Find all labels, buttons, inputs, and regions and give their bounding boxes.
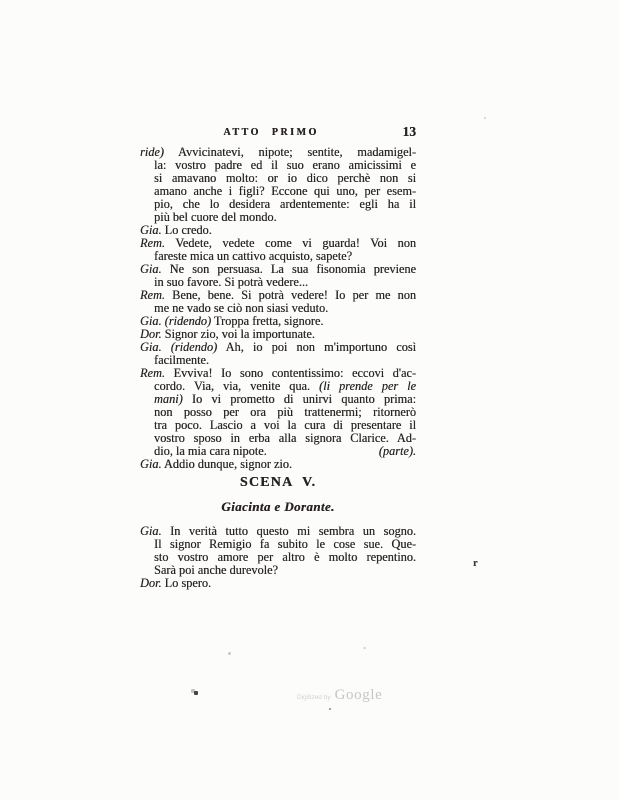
body-text: Troppa fretta, signore.: [211, 314, 324, 328]
italic-text: Gia.: [140, 457, 162, 471]
text-line: [140, 577, 416, 590]
body-text: amano anche i figli? Eccone qui uno, per esem-: [154, 184, 416, 198]
body-text: Ne son persuasa. La sua fisonomia previene: [161, 262, 416, 276]
body-text: Evviva! Io sono contentissimo: eccovi d'ac-: [164, 366, 416, 380]
italic-text: Gia.: [140, 223, 162, 237]
italic-text: Gia.: [140, 262, 162, 276]
body-text: cordo. Via, via, venite qua.: [154, 379, 320, 393]
page-number: 13: [402, 124, 416, 139]
italic-text: Dor.: [140, 327, 162, 341]
speech-paragraph: [140, 577, 416, 590]
italic-text: (parte).: [378, 444, 416, 458]
italic-text: Gia.: [140, 314, 162, 328]
scan-speck: [363, 647, 366, 649]
body-text: sto vostro amore per altro è molto repentino.: [154, 550, 416, 564]
scan-speck: [228, 652, 231, 655]
body-text: Addio dunque, signor zio.: [161, 457, 293, 471]
speech-paragraph: [140, 458, 416, 471]
italic-text: (ridendo): [164, 314, 212, 328]
body-text: la: vostro padre ed il suo erano amicissimi e: [154, 158, 416, 172]
body-text: pio, che lo desidera ardentemente: egli ha il: [154, 197, 416, 211]
body-text: Bene, bene. Si potrà vedere! Io per me non: [164, 288, 416, 302]
italic-text: Gia.: [140, 524, 162, 538]
text-line: [140, 458, 416, 471]
body-text: Lo credo.: [161, 223, 212, 237]
body-text: Signor zio, voi la importunate.: [161, 327, 315, 341]
italic-text: Rem.: [140, 236, 165, 250]
body-text: in suo favore. Si potrà vedere...: [154, 275, 309, 289]
running-title: ATTO PRIMO: [223, 127, 319, 138]
body-text: facilmente.: [154, 353, 209, 367]
italic-text: Rem.: [140, 288, 165, 302]
body-text: si amavano molto: or io dico perchè non si: [154, 171, 416, 185]
google-logo: Google: [334, 687, 383, 703]
speech-paragraph: [140, 237, 416, 263]
scene-dialogue: [140, 525, 416, 590]
body-text: Avvicinatevi, nipote; sentite, madamigel-: [163, 145, 416, 159]
italic-text: Gia.: [140, 340, 162, 354]
text-column: [140, 124, 416, 590]
dialogue-continuation: [140, 146, 416, 471]
body-text: [162, 340, 171, 354]
body-text: Sarà poi anche durevole?: [154, 563, 278, 577]
italic-text: (li prende per le: [319, 379, 416, 393]
google-watermark: [297, 687, 382, 704]
italic-text: (ridendo): [170, 340, 218, 354]
italic-text: Rem.: [140, 366, 165, 380]
italic-text: mani): [154, 392, 183, 406]
body-text: non posso per ora più trattenermi; ritornerò: [154, 405, 416, 419]
body-text: Il signor Remigio fa subito le cose sue. Que-: [154, 537, 416, 551]
body-text: tra poco. Lascio a voi la cura di presentare il: [154, 418, 416, 432]
scan-speck: [484, 117, 486, 119]
scene-subtitle: Giacinta e Dorante.: [221, 499, 335, 514]
speech-paragraph: [140, 146, 416, 224]
body-text: me ne vado se ciò non siasi veduto.: [154, 301, 329, 315]
page-header: [140, 124, 416, 142]
body-text: Lo spero.: [161, 576, 212, 590]
speech-paragraph: [140, 525, 416, 577]
speech-paragraph: [140, 289, 416, 315]
italic-text: Dor.: [140, 576, 162, 590]
speech-paragraph: [140, 367, 416, 458]
body-text: Vedete, vedete come vi guarda! Voi non: [164, 236, 416, 250]
body-text: dio, la mia cara nipote.: [154, 444, 267, 458]
scan-speck: [329, 708, 331, 710]
digitized-by-label: Digitized by: [297, 694, 331, 701]
scan-artifact-glyph: r: [473, 558, 478, 569]
body-text: più bel cuore del mondo.: [154, 210, 277, 224]
speech-paragraph: [140, 341, 416, 367]
scan-speck: [194, 691, 198, 695]
body-text: vostro sposo in erba alla signora Clarice. Ad-: [154, 431, 416, 445]
italic-text: ride): [140, 145, 164, 159]
body-text: Io vi prometto di unirvi quanto prima:: [182, 392, 416, 406]
scene-heading: SCENA V.: [239, 475, 317, 490]
speech-paragraph: [140, 263, 416, 289]
body-text: Ah, io poi non m'importuno così: [217, 340, 416, 354]
body-text: fareste mica un cattivo acquisto, sapete?: [154, 249, 353, 263]
body-text: In verità tutto questo mi sembra un sogno.: [161, 524, 416, 538]
